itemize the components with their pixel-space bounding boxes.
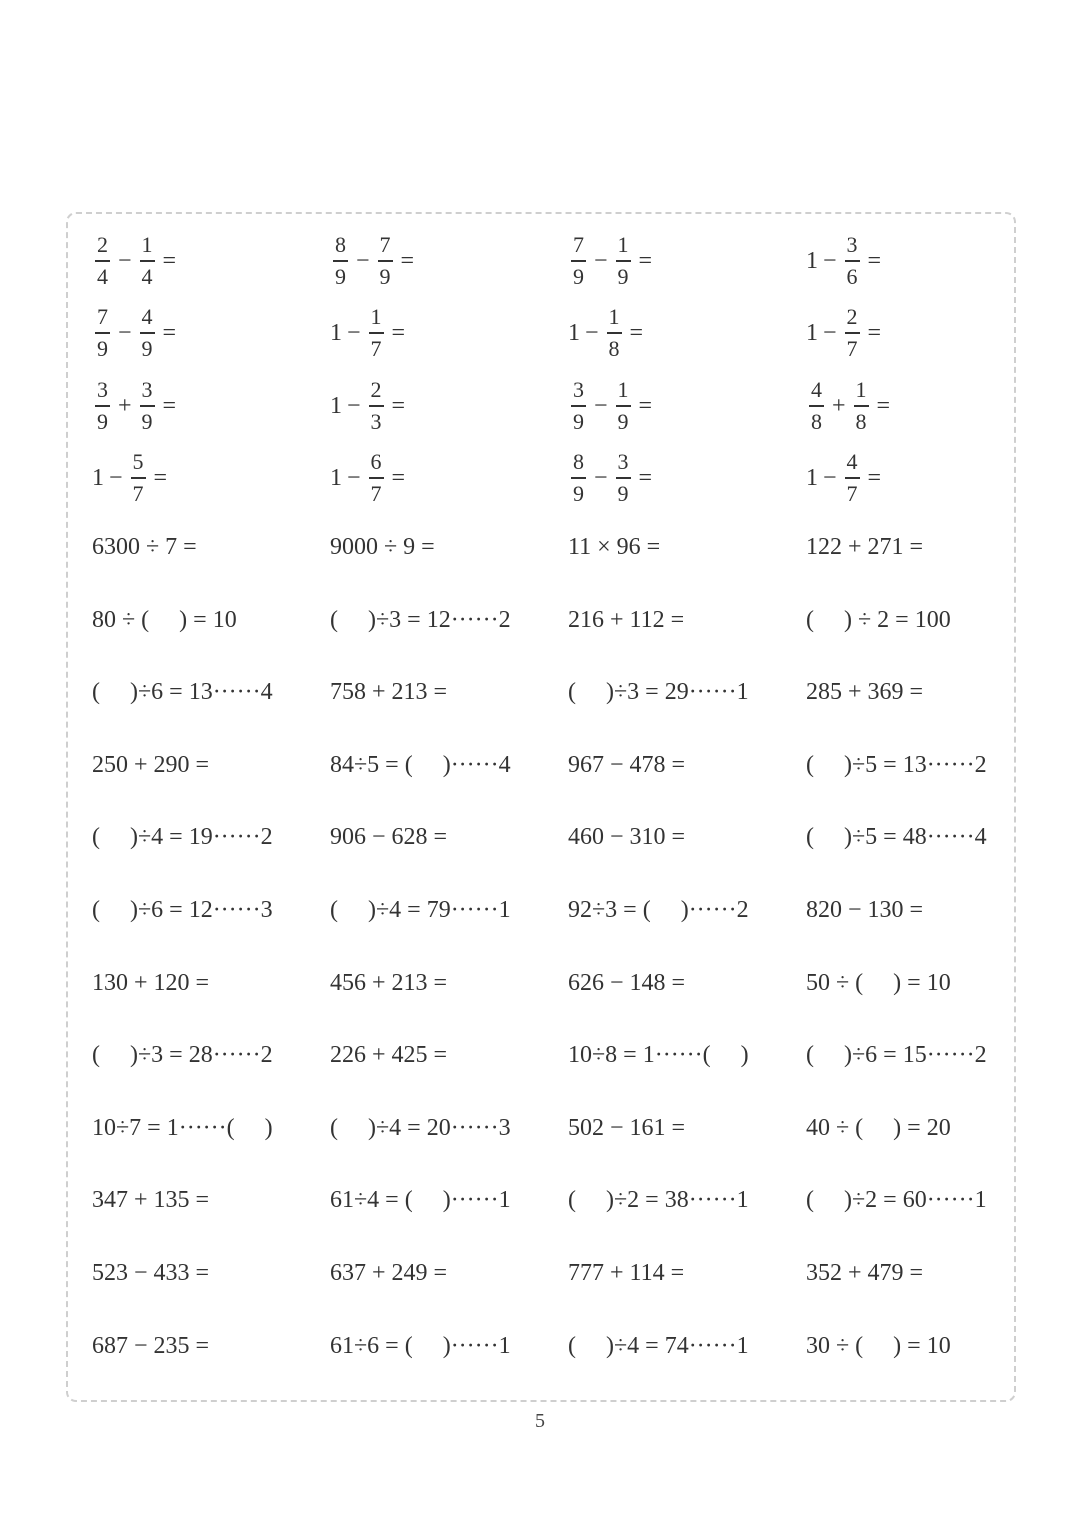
fraction-problem: [806, 304, 886, 361]
fraction-bar: [378, 260, 393, 262]
fraction-numerator: 4: [141, 304, 153, 330]
fraction-bar: [369, 332, 384, 334]
arithmetic-problem: ( )÷4 = 79······1: [330, 897, 511, 923]
fraction-numerator: 1: [617, 232, 629, 258]
fraction-numerator: 1: [370, 304, 382, 330]
arithmetic-problem: 10÷7 = 1······( ): [92, 1114, 273, 1141]
fraction-bar: [616, 260, 631, 262]
fraction-denominator: 9: [617, 263, 629, 289]
arithmetic-problem: 122 + 271 =: [806, 534, 924, 560]
arithmetic-problem: ( )÷2 = 38······1: [568, 1187, 749, 1214]
arithmetic-problem: 10÷8 = 1······( ): [568, 1042, 749, 1069]
operator: −: [347, 465, 361, 491]
fraction-bar: [616, 405, 631, 407]
fraction-denominator: 9: [141, 408, 153, 434]
fraction-problem: [330, 377, 410, 434]
arithmetic-problem: 777 + 114 =: [568, 1260, 685, 1286]
operator: −: [109, 465, 123, 491]
fraction-bar: [571, 260, 586, 262]
arithmetic-problem: ( )÷4 = 74······1: [568, 1332, 749, 1359]
fraction-numerator: 1: [617, 377, 629, 403]
fraction-problem: [806, 232, 886, 289]
operator: −: [594, 465, 608, 491]
operator: +: [832, 393, 846, 419]
arithmetic-problem: ( )÷4 = 20······3: [330, 1114, 511, 1141]
fraction-denominator: 9: [379, 263, 391, 289]
fraction: [333, 233, 348, 289]
fraction-denominator: 9: [573, 480, 584, 506]
fraction-denominator: 8: [855, 408, 867, 434]
fraction: [845, 450, 860, 506]
arithmetic-problem: 9000 ÷ 9 =: [330, 534, 435, 560]
fraction-bar: [369, 477, 384, 479]
operator: =: [876, 393, 891, 419]
operator: =: [162, 248, 177, 274]
fraction-denominator: 9: [617, 480, 629, 506]
fraction: [571, 450, 586, 506]
fraction: [845, 233, 860, 289]
arithmetic-problem: 523 − 433 =: [92, 1260, 210, 1286]
fraction-problem: [330, 232, 419, 289]
fraction-problem: [568, 449, 657, 506]
operator: =: [638, 393, 653, 419]
arithmetic-problem: ( ) ÷ 2 = 100: [806, 606, 951, 633]
fraction-bar: [845, 260, 860, 262]
whole-number: 1: [806, 465, 818, 491]
whole-number: 1: [92, 465, 104, 491]
fraction-denominator: 9: [573, 408, 584, 434]
arithmetic-problem: ( )÷5 = 13······2: [806, 751, 987, 778]
fraction: [571, 233, 586, 289]
operator: =: [162, 393, 177, 419]
arithmetic-problem: 84÷5 = ( )······4: [330, 751, 511, 778]
fraction-denominator: 7: [370, 335, 382, 361]
fraction-numerator: 2: [370, 377, 382, 403]
fraction-numerator: 7: [379, 232, 391, 258]
fraction-numerator: 3: [617, 449, 629, 475]
fraction-denominator: 8: [811, 408, 822, 434]
fraction: [369, 305, 384, 361]
fraction: [809, 378, 824, 434]
fraction-problem: [330, 449, 410, 506]
arithmetic-problem: 502 − 161 =: [568, 1114, 686, 1141]
arithmetic-problem: 460 − 310 =: [568, 824, 686, 851]
arithmetic-problem: ( )÷3 = 12······2: [330, 606, 511, 633]
operator: =: [867, 248, 882, 274]
arithmetic-problem: 61÷6 = ( )······1: [330, 1332, 511, 1359]
fraction-denominator: 7: [846, 335, 858, 361]
operator: =: [638, 248, 653, 274]
arithmetic-problem: 226 + 425 =: [330, 1042, 448, 1069]
operator: =: [391, 465, 406, 491]
whole-number: 1: [568, 320, 580, 346]
fraction-bar: [95, 332, 110, 334]
fraction-bar: [616, 477, 631, 479]
fraction-numerator: 2: [97, 232, 108, 258]
fraction-bar: [845, 477, 860, 479]
arithmetic-problem: 637 + 249 =: [330, 1260, 448, 1286]
operator: −: [585, 320, 599, 346]
fraction: [854, 378, 869, 434]
arithmetic-problem: 50 ÷ ( ) = 10: [806, 969, 951, 996]
arithmetic-problem: ( )÷6 = 15······2: [806, 1042, 987, 1069]
fraction-problem: [568, 304, 648, 361]
fraction-bar: [140, 260, 155, 262]
arithmetic-problem: 626 − 148 =: [568, 969, 686, 996]
page-number: 5: [535, 1410, 545, 1432]
fraction-denominator: 3: [370, 408, 382, 434]
fraction-bar: [607, 332, 622, 334]
fraction-denominator: 6: [846, 263, 858, 289]
fraction-denominator: 4: [141, 263, 153, 289]
whole-number: 1: [806, 248, 818, 274]
fraction: [616, 378, 631, 434]
operator: −: [347, 393, 361, 419]
operator: −: [118, 248, 132, 274]
fraction-problem: [806, 449, 886, 506]
fraction-problem: [92, 232, 181, 289]
fraction-denominator: 9: [617, 408, 629, 434]
fraction-denominator: 9: [573, 263, 584, 289]
fraction-bar: [333, 260, 348, 262]
fraction-denominator: 9: [335, 263, 346, 289]
arithmetic-problem: ( )÷4 = 19······2: [92, 824, 273, 851]
arithmetic-problem: 456 + 213 =: [330, 969, 448, 996]
operator: −: [347, 320, 361, 346]
fraction-numerator: 3: [846, 232, 858, 258]
arithmetic-problem: ( )÷6 = 12······3: [92, 897, 273, 923]
fraction: [140, 305, 155, 361]
fraction-numerator: 4: [811, 377, 822, 403]
whole-number: 1: [806, 320, 818, 346]
operator: −: [823, 320, 837, 346]
fraction-bar: [369, 405, 384, 407]
fraction-problem: [806, 377, 895, 434]
operator: −: [823, 465, 837, 491]
arithmetic-problem: 820 − 130 =: [806, 897, 924, 923]
operator: =: [391, 393, 406, 419]
fraction-numerator: 8: [335, 232, 346, 258]
fraction-denominator: 9: [141, 335, 153, 361]
fraction-bar: [95, 260, 110, 262]
fraction-numerator: 5: [132, 449, 144, 475]
operator: =: [867, 465, 882, 491]
fraction-denominator: 4: [97, 263, 108, 289]
operator: −: [118, 320, 132, 346]
fraction: [571, 378, 586, 434]
fraction-numerator: 3: [141, 377, 153, 403]
fraction-bar: [854, 405, 869, 407]
fraction-bar: [131, 477, 146, 479]
arithmetic-problem: ( )÷3 = 28······2: [92, 1042, 273, 1069]
operator: =: [400, 248, 415, 274]
fraction-bar: [95, 405, 110, 407]
fraction-bar: [140, 332, 155, 334]
arithmetic-problem: ( )÷3 = 29······1: [568, 679, 749, 706]
operator: =: [162, 320, 177, 346]
fraction-numerator: 8: [573, 449, 584, 475]
fraction-numerator: 3: [97, 377, 108, 403]
fraction-numerator: 7: [97, 304, 108, 330]
arithmetic-problem: 906 − 628 =: [330, 824, 448, 851]
fraction-numerator: 2: [846, 304, 858, 330]
fraction-problem: [568, 232, 657, 289]
arithmetic-problem: 30 ÷ ( ) = 10: [806, 1332, 951, 1359]
arithmetic-problem: 758 + 213 =: [330, 679, 448, 706]
whole-number: 1: [330, 320, 342, 346]
arithmetic-problem: ( )÷6 = 13······4: [92, 679, 273, 706]
fraction-bar: [571, 405, 586, 407]
operator: +: [118, 393, 132, 419]
fraction: [616, 233, 631, 289]
operator: =: [638, 465, 653, 491]
arithmetic-problem: 40 ÷ ( ) = 20: [806, 1114, 951, 1141]
fraction: [369, 450, 384, 506]
fraction-problem: [92, 449, 172, 506]
whole-number: 1: [330, 465, 342, 491]
fraction: [140, 378, 155, 434]
fraction: [845, 305, 860, 361]
fraction: [607, 305, 622, 361]
arithmetic-problem: 687 − 235 =: [92, 1332, 210, 1359]
fraction: [95, 233, 110, 289]
operator: =: [867, 320, 882, 346]
fraction-numerator: 7: [573, 232, 584, 258]
whole-number: 1: [330, 393, 342, 419]
fraction-numerator: 3: [573, 377, 584, 403]
arithmetic-problem: 92÷3 = ( )······2: [568, 897, 749, 923]
fraction: [378, 233, 393, 289]
fraction: [616, 450, 631, 506]
operator: −: [823, 248, 837, 274]
arithmetic-problem: 80 ÷ ( ) = 10: [92, 606, 237, 633]
operator: −: [356, 248, 370, 274]
arithmetic-problem: 352 + 479 =: [806, 1260, 924, 1286]
fraction: [131, 450, 146, 506]
arithmetic-problem: 61÷4 = ( )······1: [330, 1187, 511, 1214]
fraction-problem: [330, 304, 410, 361]
operator: −: [594, 248, 608, 274]
arithmetic-problem: 250 + 290 =: [92, 751, 210, 778]
fraction-problem: [92, 304, 181, 361]
arithmetic-problem: 11 × 96 =: [568, 534, 661, 560]
operator: =: [629, 320, 644, 346]
fraction-denominator: 8: [608, 335, 620, 361]
fraction: [95, 378, 110, 434]
fraction-denominator: 7: [846, 480, 858, 506]
fraction-bar: [809, 405, 824, 407]
arithmetic-problem: 967 − 478 =: [568, 751, 686, 778]
operator: =: [153, 465, 168, 491]
fraction-denominator: 9: [97, 408, 108, 434]
fraction-numerator: 1: [141, 232, 153, 258]
fraction-numerator: 1: [855, 377, 867, 403]
fraction-bar: [845, 332, 860, 334]
fraction: [140, 233, 155, 289]
arithmetic-problem: 6300 ÷ 7 =: [92, 534, 197, 560]
fraction-bar: [140, 405, 155, 407]
arithmetic-problem: 216 + 112 =: [568, 606, 685, 633]
operator: −: [594, 393, 608, 419]
fraction-denominator: 7: [132, 480, 144, 506]
fraction-numerator: 6: [370, 449, 382, 475]
arithmetic-problem: ( )÷5 = 48······4: [806, 824, 987, 851]
fraction-numerator: 1: [608, 304, 620, 330]
fraction: [369, 378, 384, 434]
fraction-problem: [568, 377, 657, 434]
arithmetic-problem: 347 + 135 =: [92, 1187, 210, 1214]
fraction-numerator: 4: [846, 449, 858, 475]
fraction: [95, 305, 110, 361]
arithmetic-problem: 130 + 120 =: [92, 969, 210, 996]
fraction-denominator: 9: [97, 335, 108, 361]
fraction-denominator: 7: [370, 480, 382, 506]
fraction-bar: [571, 477, 586, 479]
arithmetic-problem: ( )÷2 = 60······1: [806, 1187, 987, 1214]
operator: =: [391, 320, 406, 346]
arithmetic-problem: 285 + 369 =: [806, 679, 924, 706]
fraction-problem: [92, 377, 181, 434]
